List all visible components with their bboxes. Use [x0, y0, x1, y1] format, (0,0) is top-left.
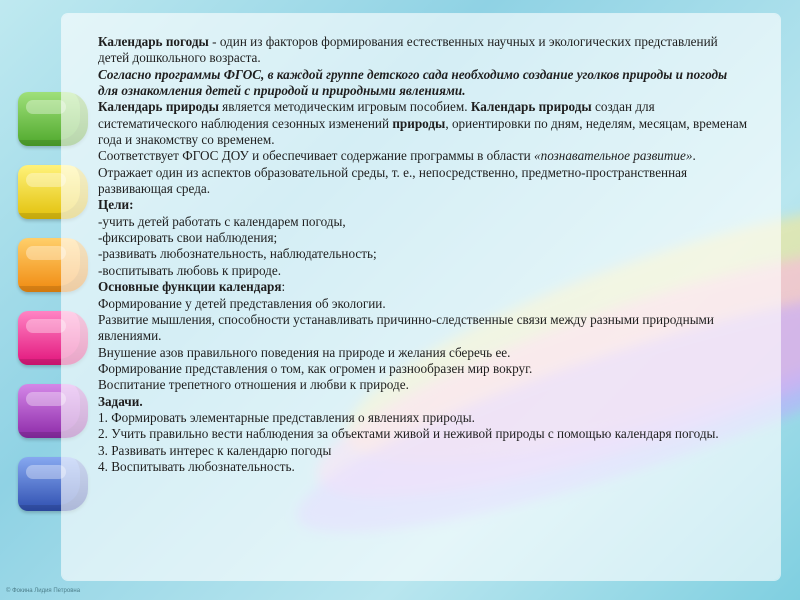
conformity-italic: «познавательное развитие»: [534, 148, 693, 164]
calendar-term-2: Календарь природы: [470, 99, 592, 115]
goal-item: -учить детей работать с календарем погоды,: [98, 213, 346, 229]
calendar-text-2: создан для систематического наблюдения сезонных изменений: [98, 99, 655, 131]
task-item: 2. Учить правильно вести наблюдения за объектами живой и неживой природы с помощью календаря погоды.: [98, 426, 719, 442]
calendar-text-3: , ориентировки по дням, неделям, месяцам, временам года и знакомству со временем.: [98, 115, 748, 148]
functions-heading-line: [98, 279, 748, 295]
conformity-paragraph: [98, 148, 748, 197]
calendar-term-1: Календарь природы: [98, 99, 219, 115]
calendar-term-3: природы: [392, 115, 446, 131]
task-item: 3. Развивать интерес к календарю погоды: [98, 442, 332, 458]
calendar-text-1: является методическим игровым пособием.: [218, 99, 471, 115]
intro-paragraph: [98, 34, 748, 67]
conformity-text-2: . Отражает один из аспектов образовательной среды, т. е., непосредственно, предметно-пространственная развивающая среда.: [98, 148, 696, 197]
tasks-heading: Задачи.: [98, 393, 143, 409]
conformity-text-1: Соответствует ФГОС ДОУ и обеспечивает содержание программы в области: [98, 148, 535, 164]
goals-heading: Цели:: [98, 197, 134, 213]
calendar-paragraph: [98, 99, 748, 148]
function-item: Воспитание трепетного отношения и любви к природе.: [98, 377, 409, 393]
functions-colon: :: [281, 279, 286, 295]
fgos-paragraph: Согласно программы ФГОС, в каждой группе детского сада необходимо создание уголков природы и погоды для ознакомления детей с природой и природными явлениями.: [98, 66, 728, 99]
function-item: Развитие мышления, способности устанавливать причинно-следственные связи между разными природными явлениями.: [98, 311, 714, 344]
copyright-footer: © Фокина Лидия Петровна: [6, 588, 81, 594]
goal-item: -развивать любознательность, наблюдательность;: [98, 246, 377, 262]
slide-text: [98, 34, 748, 475]
task-item: 4. Воспитывать любознательность.: [98, 458, 295, 474]
goal-item: -фиксировать свои наблюдения;: [98, 230, 278, 246]
function-item: Формирование представления о том, как огромен и разнообразен мир вокруг.: [98, 360, 533, 376]
function-item: Внушение азов правильного поведения на природе и желания сберечь ее.: [98, 344, 511, 360]
intro-term: Календарь погоды: [98, 34, 209, 49]
function-item: Формирование у детей представления об экологии.: [98, 295, 386, 311]
goal-item: -воспитывать любовь к природе.: [98, 262, 282, 278]
intro-text: - один из факторов формирования естественных научных и экологических представлений детей дошкольного возраста.: [98, 34, 718, 66]
functions-heading: Основные функции календаря: [98, 279, 282, 295]
task-item: 1. Формировать элементарные представления о явлениях природы.: [98, 409, 475, 425]
